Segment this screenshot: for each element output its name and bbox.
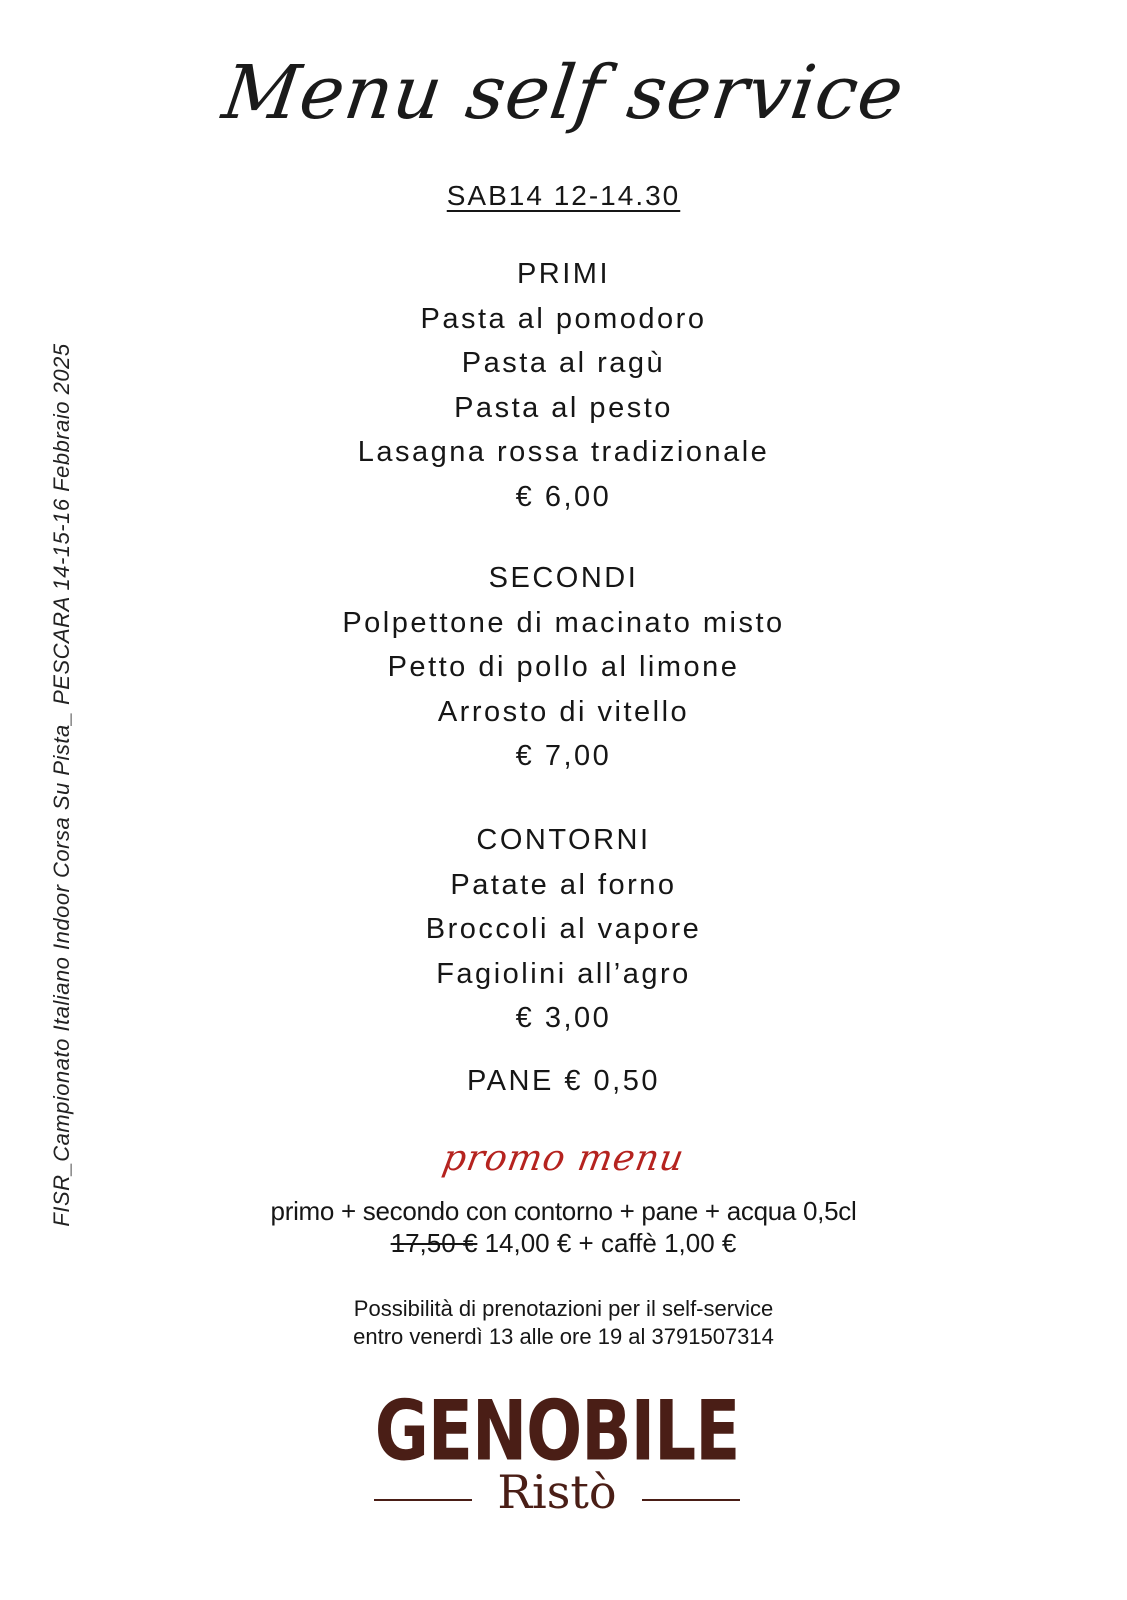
promo-new-price: 14,00 € + caffè 1,00 €	[477, 1228, 737, 1258]
booking-line: entro venerdì 13 alle ore 19 al 3791507314	[353, 1324, 774, 1349]
menu-title: Menu self service	[217, 50, 910, 136]
promo-title: promo menu	[439, 1138, 688, 1179]
restaurant-logo	[372, 1383, 742, 1543]
section-primi	[0, 252, 1127, 519]
menu-item: Patate al forno	[450, 868, 677, 901]
promo-description: primo + secondo con contorno + pane + acqua 0,5cl	[270, 1196, 857, 1226]
menu-item: Arrosto di vitello	[437, 695, 690, 728]
logo-subline	[372, 1465, 742, 1521]
section-heading-secondi: SECONDI	[488, 562, 639, 594]
booking-info	[0, 1295, 1127, 1351]
event-side-caption: FISR_Campionato Italiano Indoor Corsa Su Pista_ PESCARA 14-15-16 Febbraio 2025	[49, 343, 74, 1227]
booking-line: Possibilità di prenotazioni per il self-service	[353, 1296, 774, 1321]
section-price-primi: € 6,00	[515, 480, 612, 513]
menu-item: Fagiolini all’agro	[436, 957, 691, 990]
menu-item: Petto di pollo al limone	[387, 651, 740, 683]
section-heading-primi: PRIMI	[516, 258, 611, 290]
menu-item: Polpettone di macinato misto	[342, 606, 785, 639]
menu-item: Broccoli al vapore	[425, 913, 702, 945]
logo-rule-right	[642, 1499, 740, 1501]
menu-item: Pasta al pomodoro	[420, 302, 707, 335]
logo-wordmark: GENOBILE	[374, 1383, 740, 1480]
section-price-contorni: € 3,00	[515, 1002, 612, 1034]
logo-subtitle: Ristò	[497, 1465, 617, 1519]
promo-price	[0, 1228, 1127, 1259]
menu-item: Pasta al ragù	[461, 347, 666, 379]
section-secondi	[0, 556, 1127, 779]
menu-item: Lasagna rossa tradizionale	[357, 436, 770, 468]
section-heading-contorni: CONTORNI	[476, 824, 651, 856]
section-contorni	[0, 818, 1127, 1041]
menu-item: Pasta al pesto	[454, 391, 673, 424]
service-date-time: SAB14 12-14.30	[446, 180, 681, 211]
promo-old-price: 17,50 €	[390, 1228, 478, 1258]
section-price-secondi: € 7,00	[515, 740, 612, 772]
bread-price: PANE € 0,50	[466, 1065, 660, 1097]
